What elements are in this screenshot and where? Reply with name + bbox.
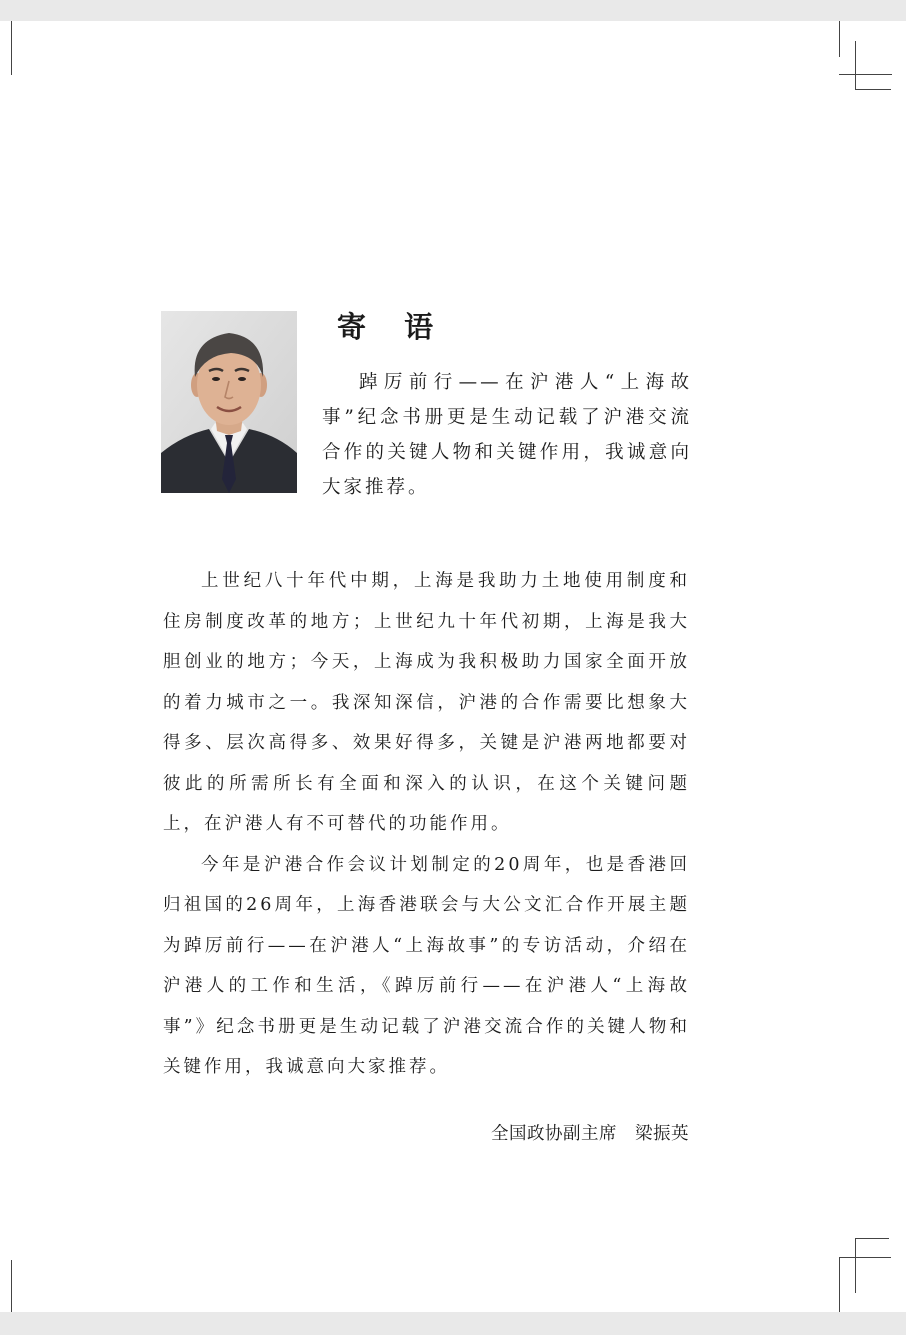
portrait-photo bbox=[161, 311, 297, 493]
body-paragraph: 今年是沪港合作会议计划制定的20周年，也是香港回归祖国的26周年，上海香港联会与大公文汇合作开展主题为踔厉前行——在沪港人“上海故事”的专访活动，介绍在沪港人的工作和生活，《踔厉前行——在沪港人“上海故事”》纪念书册更是生动记载了沪港交流合作的关键人物和关键作用，我诚意向大家推荐。 bbox=[163, 854, 690, 1077]
signature-name: 梁振英 bbox=[635, 1124, 689, 1144]
document-page bbox=[0, 21, 906, 1312]
intro-paragraph: 踔厉前行——在沪港人“上海故事”纪念书册更是生动记载了沪港交流合作的关键人物和关键作用，我诚意向大家推荐。 bbox=[322, 372, 692, 498]
signature-position: 全国政协副主席 bbox=[491, 1124, 617, 1144]
body-text bbox=[163, 561, 690, 1088]
section-title: 寄 语 bbox=[337, 310, 448, 344]
signature bbox=[491, 1119, 689, 1149]
body-paragraph: 上世纪八十年代中期，上海是我助力土地使用制度和住房制度改革的地方；上世纪九十年代初期，上海是我大胆创业的地方；今天，上海成为我积极助力国家全面开放的着力城市之一。我深知深信，沪港的合作需要比想象大得多、层次高得多、效果好得多，关键是沪港两地都要对彼此的所需所长有全面和深入的认识，在这个关键问题上，在沪港人有不可替代的功能作用。 bbox=[163, 571, 690, 834]
